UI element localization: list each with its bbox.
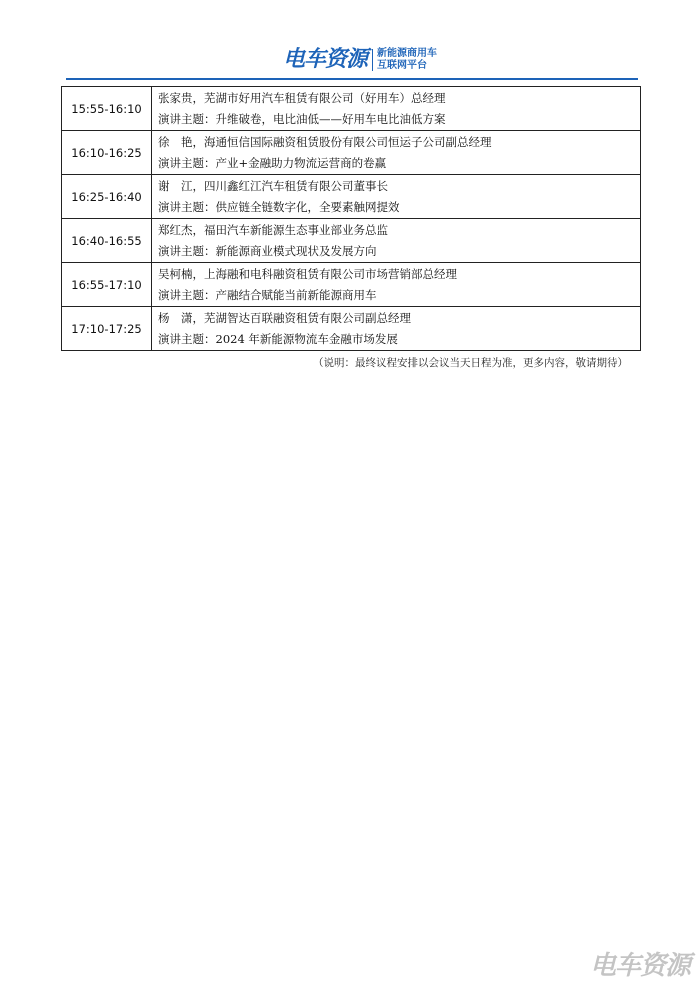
table-row	[62, 219, 641, 263]
header-rule	[66, 78, 638, 80]
session-detail	[152, 87, 641, 131]
speaker-line: 徐 艳，海通恒信国际融资租赁股份有限公司恒运子公司副总经理	[158, 134, 492, 149]
table-row	[62, 307, 641, 351]
speaker-line: 郑红杰，福田汽车新能源生态事业部业务总监	[158, 222, 388, 237]
session-detail	[152, 175, 641, 219]
topic-line: 演讲主题：产融结合赋能当前新能源商用车	[158, 287, 377, 302]
page-header	[0, 42, 700, 82]
session-time: 16:40-16:55	[62, 219, 152, 263]
topic-line: 演讲主题：供应链全链数字化，全要素触网提效	[158, 199, 400, 214]
topic-line: 演讲主题：新能源商业模式现状及发展方向	[158, 243, 377, 258]
session-detail	[152, 263, 641, 307]
logo-main-text: 电车资源	[283, 47, 368, 72]
speaker-line: 吴柯楠，上海融和电科融资租赁有限公司市场营销部总经理	[158, 266, 457, 281]
session-time: 16:55-17:10	[62, 263, 152, 307]
speaker-line: 杨 潇，芜湖智达百联融资租赁有限公司副总经理	[158, 310, 411, 325]
logo-subtitle-line2: 互联网平台	[377, 60, 428, 71]
table-row	[62, 87, 641, 131]
session-time: 17:10-17:25	[62, 307, 152, 351]
logo-divider	[372, 49, 373, 71]
table-row	[62, 175, 641, 219]
table-row	[62, 263, 641, 307]
session-detail	[152, 219, 641, 263]
topic-line: 演讲主题：2024 年新能源物流车金融市场发展	[158, 331, 398, 346]
watermark-logo: 电车资源	[589, 951, 690, 981]
speaker-line: 谢 江，四川鑫红江汽车租赁有限公司董事长	[158, 178, 388, 193]
logo-subtitle	[377, 48, 437, 72]
agenda-table	[61, 86, 641, 351]
agenda-note: （说明：最终议程安排以会议当天日程为准，更多内容，敬请期待）	[313, 357, 628, 369]
session-time: 16:25-16:40	[62, 175, 152, 219]
brand-logo	[283, 42, 437, 78]
session-detail	[152, 131, 641, 175]
topic-line: 演讲主题：产业+金融助力物流运营商的卷赢	[158, 155, 387, 170]
speaker-line: 张家贵，芜湖市好用汽车租赁有限公司（好用车）总经理	[158, 90, 446, 105]
logo-subtitle-line1: 新能源商用车	[377, 48, 438, 59]
session-time: 16:10-16:25	[62, 131, 152, 175]
session-detail	[152, 307, 641, 351]
topic-line: 演讲主题：升维破卷，电比油低——好用车电比油低方案	[158, 111, 446, 126]
table-row	[62, 131, 641, 175]
session-time: 15:55-16:10	[62, 87, 152, 131]
